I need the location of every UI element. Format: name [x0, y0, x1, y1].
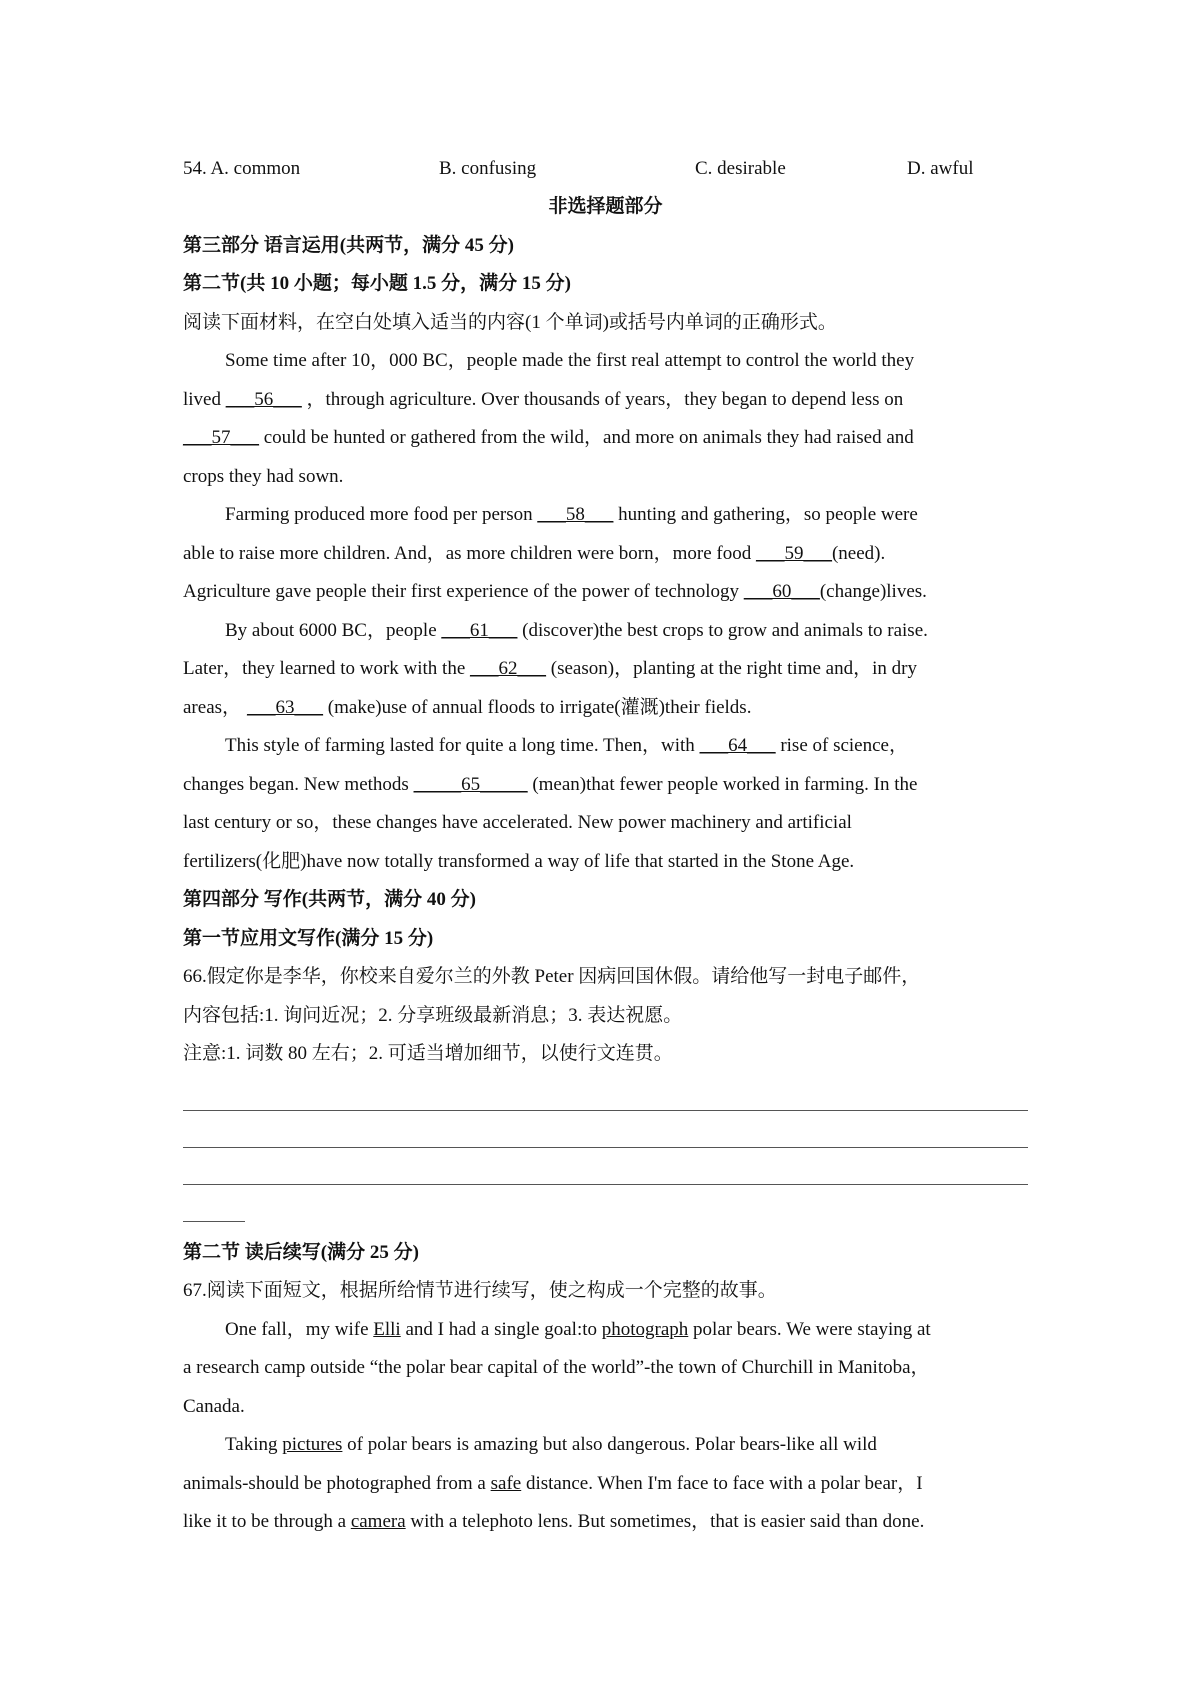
- part3-subheading: 第二节(共 10 小题；每小题 1.5 分，满分 15 分): [183, 273, 571, 294]
- blank-57[interactable]: ___57___: [183, 427, 259, 448]
- underlined-word: camera: [350, 1511, 406, 1532]
- part3-instructions: 阅读下面材料，在空白处填入适当的内容(1 个单词)或括号内单词的正确形式。: [183, 311, 837, 333]
- option-a: 54. A. common: [183, 158, 301, 179]
- passage-line: [183, 612, 1028, 651]
- text: of polar bears is amazing but also dangerous. Polar bears-like all wild: [342, 1434, 877, 1455]
- story-passage: [183, 1311, 1028, 1542]
- option-c: C. desirable: [695, 158, 786, 179]
- question-67: 67.阅读下面短文，根据所给情节进行续写，使之构成一个完整的故事。: [183, 1280, 777, 1301]
- question-66-notes: 注意:1. 词数 80 左右；2. 可适当增加细节，以使行文连贯。: [183, 1043, 673, 1064]
- exam-page: [183, 150, 1028, 1542]
- text: and I had a single goal:to: [400, 1318, 602, 1340]
- underlined-word: Elli: [373, 1318, 401, 1340]
- story-line: [183, 1465, 1028, 1504]
- blank-58[interactable]: ___58___: [537, 504, 614, 525]
- question-66: 66.假定你是李华，你校来自爱尔兰的外教 Peter 因病回国休假。请给他写一封电子邮件，: [183, 966, 921, 987]
- answer-line[interactable]: [183, 1111, 1028, 1148]
- passage-line: [183, 573, 1028, 612]
- text: (change)lives.: [819, 581, 927, 602]
- answer-line[interactable]: [183, 1148, 1028, 1185]
- blank-56[interactable]: ___56___: [225, 388, 302, 410]
- story-line: [183, 1426, 1028, 1465]
- text: Agriculture gave people their first experience of the power of technology: [183, 581, 744, 602]
- text: One fall，my wife: [225, 1318, 374, 1340]
- text: By about 6000 BC，people: [225, 619, 442, 641]
- blank-59[interactable]: ___59___: [755, 542, 832, 564]
- part4-heading: 第四部分 写作(共两节，满分 40 分): [183, 889, 476, 910]
- story-line: [183, 1311, 1028, 1350]
- text: areas，: [183, 696, 242, 718]
- option-d: D. awful: [907, 158, 974, 179]
- passage-line: [183, 419, 1028, 458]
- blank-60[interactable]: ___60___: [743, 581, 820, 602]
- underlined-word: safe: [490, 1472, 522, 1494]
- text: could be hunted or gathered from the wild，and more on animals they had raised and: [259, 427, 914, 448]
- text: (season)，planting at the right time and，in dry: [546, 658, 917, 679]
- passage-line: [183, 496, 1028, 535]
- passage-line: Some time after 10，000 BC，people made the first real attempt to control the world they: [225, 350, 915, 371]
- text: (mean)that fewer people worked in farming. In the: [527, 773, 918, 795]
- option-b: B. confusing: [439, 158, 537, 179]
- passage-line: last century or so，these changes have accelerated. New power machinery and artificial: [183, 812, 852, 833]
- part3-heading: 第三部分 语言运用(共两节，满分 45 分): [183, 234, 514, 256]
- text: (discover)the best crops to grow and animals to raise.: [517, 619, 928, 641]
- question-66-content: 内容包括:1. 询问近况；2. 分享班级最新消息；3. 表达祝愿。: [183, 1004, 683, 1026]
- underlined-word: photograph: [601, 1318, 689, 1340]
- passage-line: [183, 689, 1028, 728]
- text: distance. When I'm face to face with a polar bear，I: [521, 1472, 923, 1494]
- text: with a telephoto lens. But sometimes，that is easier said than done.: [405, 1511, 925, 1532]
- passage-line: fertilizers(化肥)have now totally transformed a way of life that started in the Stone Age.: [183, 850, 855, 872]
- passage-line: [183, 727, 1028, 766]
- section-title: 非选择题部分: [548, 196, 663, 217]
- part4-subheading-1: 第一节应用文写作(满分 15 分): [183, 927, 434, 949]
- text: This style of farming lasted for quite a long time. Then，with: [225, 735, 700, 756]
- cloze-passage: [183, 342, 1028, 881]
- passage-line: [183, 535, 1028, 574]
- text: changes began. New methods: [183, 773, 414, 795]
- text: ，through agriculture. Over thousands of years，they began to depend less on: [301, 388, 904, 410]
- text: (need).: [831, 542, 886, 564]
- text: Taking: [225, 1434, 283, 1455]
- passage-line: crops they had sown.: [183, 465, 344, 487]
- answer-area[interactable]: [183, 1074, 1028, 1222]
- text: animals-should be photographed from a: [183, 1472, 491, 1494]
- blank-64[interactable]: ___64___: [699, 735, 776, 756]
- text: Later，they learned to work with the: [183, 658, 471, 679]
- passage-line: [183, 766, 1028, 805]
- blank-61[interactable]: ___61___: [441, 619, 518, 641]
- text: hunting and gathering，so people were: [613, 504, 918, 525]
- text: polar bears. We were staying at: [688, 1318, 931, 1340]
- answer-line[interactable]: [183, 1074, 1028, 1111]
- text: (make)use of annual floods to irrigate(灌溉)their fields.: [323, 696, 752, 718]
- story-line: Canada.: [183, 1395, 245, 1417]
- blank-62[interactable]: ___62___: [470, 658, 547, 679]
- text: able to raise more children. And，as more children were born，more food: [183, 542, 756, 564]
- story-line: [183, 1503, 1028, 1542]
- passage-line: [183, 650, 1028, 689]
- answer-line-short[interactable]: [183, 1185, 245, 1222]
- blank-63[interactable]: ___63___: [247, 696, 324, 718]
- text: lived: [183, 388, 226, 410]
- passage-line: [183, 381, 1028, 420]
- text: rise of science，: [775, 735, 908, 756]
- blank-65[interactable]: _____65_____: [413, 773, 528, 795]
- underlined-word: pictures: [282, 1434, 343, 1455]
- text: Farming produced more food per person: [225, 504, 538, 525]
- text: like it to be through a: [183, 1511, 351, 1532]
- part4-subheading-2: 第二节 读后续写(满分 25 分): [183, 1241, 419, 1263]
- question-54-options: [183, 150, 1028, 188]
- story-line: a research camp outside “the polar bear capital of the world”-the town of Churchill in Manitoba，: [183, 1357, 930, 1378]
